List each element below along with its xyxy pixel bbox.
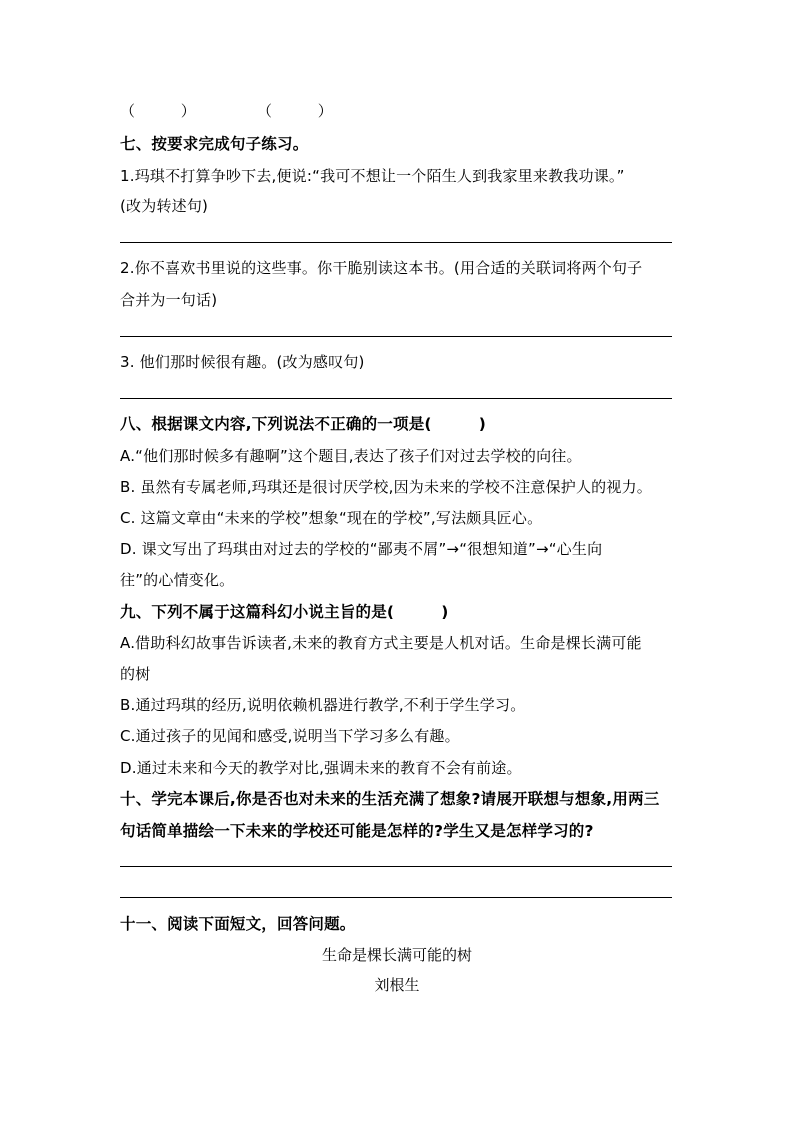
q8-option-a: A.“他们那时候多有趣啊”这个题目,表达了孩子们对过去学校的向往。 (120, 447, 582, 465)
q7-item1-answer-line[interactable] (120, 242, 672, 243)
passage-author: 刘根生 (374, 976, 420, 994)
q7-heading: 七、按要求完成句子练习。 (120, 135, 309, 153)
q7-item2-line2: 合并为一句话) (120, 291, 218, 309)
q9-option-d: D.通过未来和今天的教学对比,强调未来的教育不会有前途。 (120, 759, 522, 777)
q8-option-b: B. 虽然有专属老师,玛琪还是很讨厌学校,因为未来的学校不注意保护人的视力。 (120, 478, 652, 496)
q7-item2-answer-line[interactable] (120, 336, 672, 337)
q7-item1-line1: 1.玛琪不打算争吵下去,便说:“我可不想让一个陌生人到我家里来教我功课。” (120, 167, 625, 185)
q9-option-c: C.通过孩子的见闻和感受,说明当下学习多么有趣。 (120, 727, 460, 745)
q9-heading: 九、下列不属于这篇科幻小说主旨的是( ) (120, 603, 449, 621)
answer-brackets: （ ） （ ） (120, 102, 334, 120)
q8-heading: 八、根据课文内容,下列说法不正确的一项是( ) (120, 415, 487, 433)
q8-option-d-line1: D. 课文写出了玛琪由对过去的学校的“鄙夷不屑”→“很想知道”→“心生向 (120, 540, 603, 558)
q9-option-a-line1: A.借助科幻故事告诉读者,未来的教育方式主要是人机对话。生命是棵长满可能 (120, 634, 642, 652)
q7-item1-line2: (改为转述句) (120, 197, 209, 215)
q11-heading: 十一、阅读下面短文，回答问题。 (120, 915, 356, 933)
q8-option-c: C. 这篇文章由“未来的学校”想象“现在的学校”,写法颇具匠心。 (120, 509, 543, 527)
q7-item3-answer-line[interactable] (120, 398, 672, 399)
q10-answer-line-1[interactable] (120, 866, 672, 867)
q8-option-d-line2: 往”的心情变化。 (120, 571, 235, 589)
q10-line2: 句话简单描绘一下未来的学校还可能是怎样的?学生又是怎样学习的? (120, 822, 594, 840)
q7-item3: 3. 他们那时候很有趣。(改为感叹句) (120, 353, 365, 371)
q9-option-b: B.通过玛琪的经历,说明依赖机器进行教学,不利于学生学习。 (120, 696, 526, 714)
passage-title: 生命是棵长满可能的树 (321, 946, 472, 964)
q10-line1: 十、学完本课后,你是否也对未来的生活充满了想象?请展开联想与想象,用两三 (120, 790, 660, 808)
q7-item2-line1: 2.你不喜欢书里说的这些事。你干脆别读这本书。(用合适的关联词将两个句子 (120, 259, 643, 277)
q10-answer-line-2[interactable] (120, 897, 672, 898)
q9-option-a-line2: 的树 (120, 665, 151, 683)
